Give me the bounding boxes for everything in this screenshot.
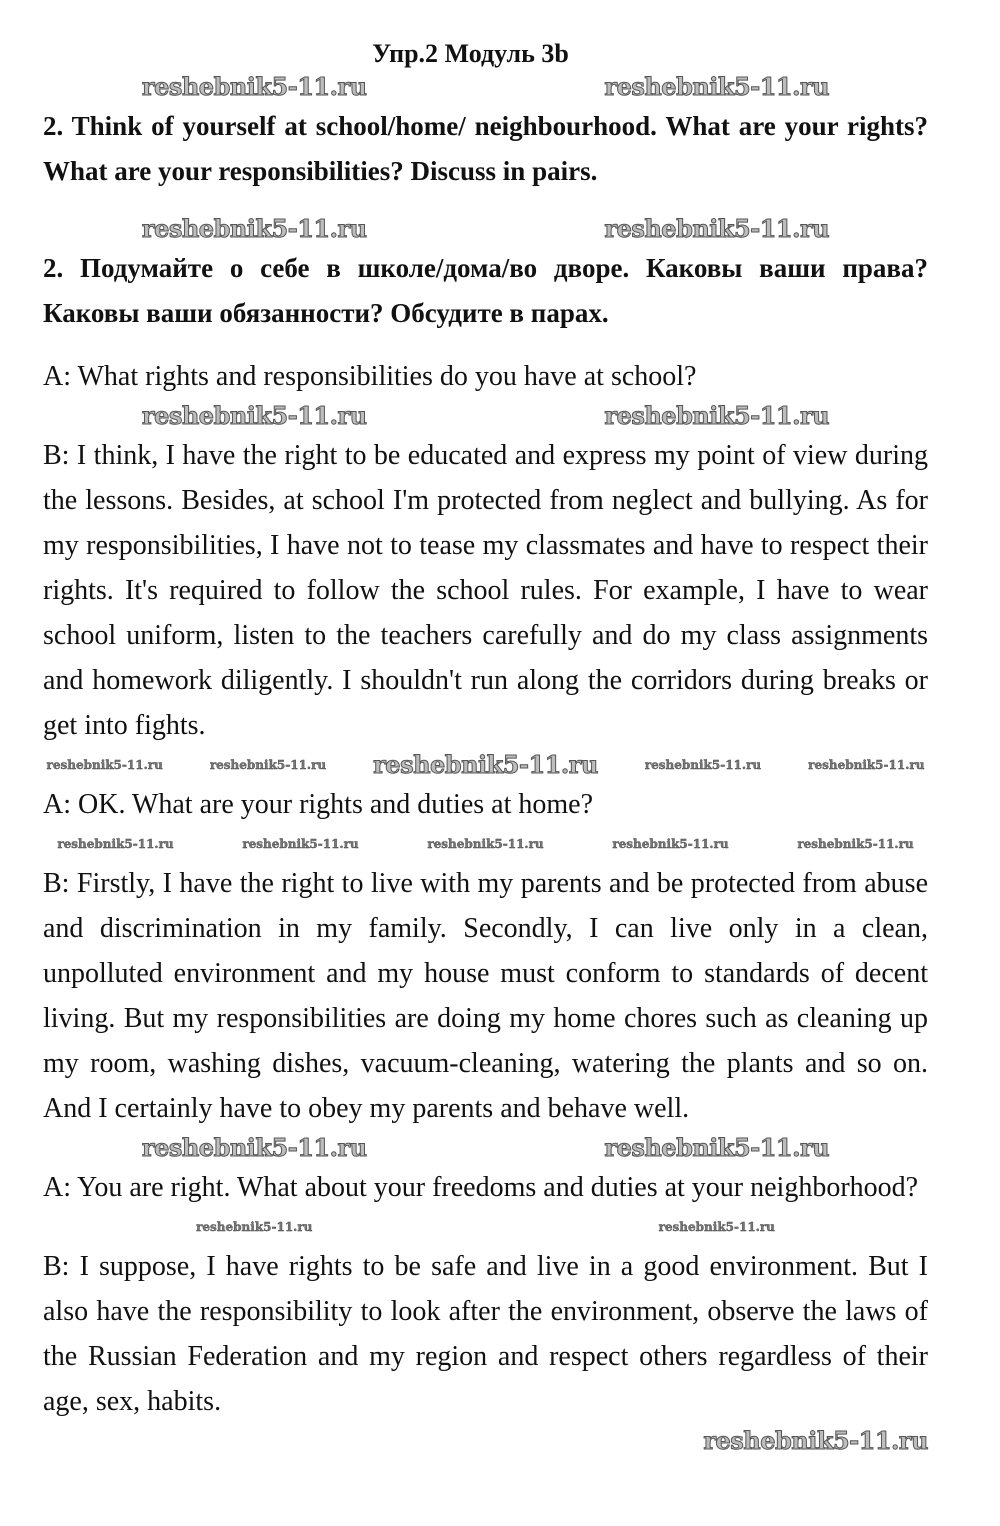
watermark: reshebnik5-11.ru — [612, 837, 729, 851]
dialogue-line: A: What rights and responsibilities do you have at school? — [43, 361, 697, 392]
watermark: reshebnik5-11.ru — [141, 214, 367, 243]
task-russian: 2. Подумайте о себе в школе/дома/во дворе. Каковы ваши права? Каковы ваши обязанности? Обсудите в парах. — [43, 253, 928, 328]
watermark-row — [43, 214, 928, 244]
watermark: reshebnik5-11.ru — [196, 1220, 313, 1234]
watermark: reshebnik5-11.ru — [658, 1220, 775, 1234]
watermark-row — [43, 1212, 928, 1242]
watermark: reshebnik5-11.ru — [46, 758, 163, 772]
watermark-row — [43, 1133, 928, 1163]
watermark: reshebnik5-11.ru — [141, 1133, 367, 1162]
watermark: reshebnik5-11.ru — [427, 837, 544, 851]
dialogue-line: B: Firstly, I have the right to live with my parents and be protected from abuse and discrimination in my family. Secondly, I can live only in a clean, unpolluted environment and my house must conform to standards of decent living. But my responsibilities are doing my home chores such as cleaning up my room, washing dishes, vacuum-cleaning, watering the plants and so on. And I certainly have to obey my parents and behave well. — [43, 868, 928, 1124]
watermark-row — [43, 401, 928, 431]
watermark: reshebnik5-11.ru — [604, 401, 830, 430]
watermark: reshebnik5-11.ru — [141, 72, 367, 101]
watermark: reshebnik5-11.ru — [604, 1133, 830, 1162]
watermark-row — [43, 1426, 928, 1456]
watermark-row — [43, 72, 928, 102]
watermark: reshebnik5-11.ru — [644, 758, 762, 772]
dialogue-line: B: I think, I have the right to be educated and express my point of view during the lessons. Besides, at school I'm protected from neglect and bullying. As for my responsibilities, I have not to tease my classmates and have to respect their rights. It's required to follow the school rules. For example, I have to wear school uniform, listen to the teachers carefully and do my class assignments and homework diligently. I shouldn't run along the corridors during breaks or get into fights. — [43, 440, 928, 741]
dialogue-line: A: OK. What are your rights and duties at home? — [43, 789, 594, 820]
watermark: reshebnik5-11.ru — [57, 837, 174, 851]
watermark: reshebnik5-11.ru — [604, 72, 830, 101]
watermark-row — [43, 750, 928, 780]
dialogue-line: B: I suppose, I have rights to be safe and live in a good environment. But I also have the responsibility to look after the environment, observe the laws of the Russian Federation and my region and respect others regardless of their age, sex, habits. — [43, 1251, 928, 1417]
watermark: reshebnik5-11.ru — [242, 837, 359, 851]
watermark: reshebnik5-11.ru — [141, 401, 367, 430]
task-english: 2. Think of yourself at school/home/ neighbourhood. What are your rights? What are your responsibilities? Discuss in pairs. — [43, 111, 928, 186]
page-title: Упр.2 Модуль 3b — [372, 39, 569, 68]
watermark: reshebnik5-11.ru — [209, 758, 327, 772]
watermark: reshebnik5-11.ru — [797, 837, 914, 851]
watermark: reshebnik5-11.ru — [373, 750, 598, 779]
watermark-row — [43, 829, 928, 859]
title-row — [43, 38, 928, 70]
watermark: reshebnik5-11.ru — [808, 758, 925, 772]
watermark: reshebnik5-11.ru — [604, 214, 830, 243]
watermark: reshebnik5-11.ru — [703, 1426, 928, 1455]
dialogue-line: A: You are right. What about your freedoms and duties at your neighborhood? — [43, 1172, 919, 1203]
